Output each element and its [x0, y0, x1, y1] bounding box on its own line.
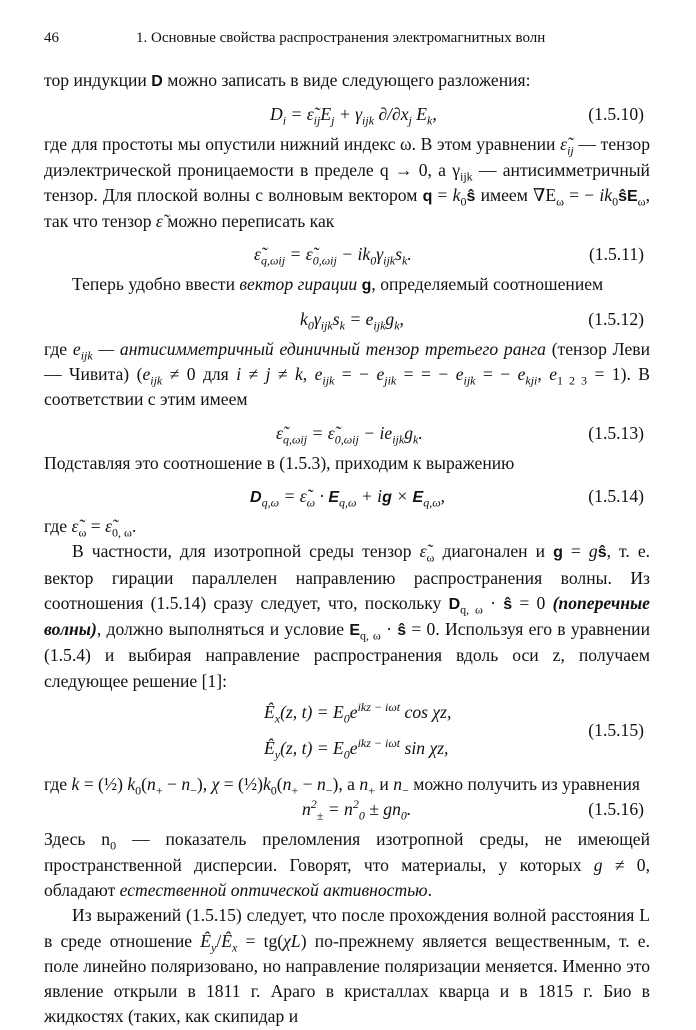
equation-1-5-12 — [44, 299, 650, 337]
equation-1-5-11 — [44, 234, 650, 272]
paragraph: где $\varepsiloñ_\omega$ = $\varepsiloñ_{0, \omega}$. — [44, 515, 137, 540]
formula: $\varepsiloñ_{q,\omega ij}$ = $\varepsiloñ_{0,\omega ij} - ik_0\gamma_{ijk}s_k$. — [254, 244, 412, 268]
paragraph: где k = (½) $k_0(n_+ - n_-)$, $\chi = (\frac{1}{2})k_0(n_+ - n_-)$, а $n_+$ и $n_-$ можно получить из уравнения — [44, 774, 640, 798]
paragraph: тор индукции D можно записать в виде следующего разложения: — [44, 70, 531, 90]
paragraph: В частности, для изотропной среды тензор $\varepsiloñ_\omega$ диагонален и g = gŝ, т. е. вектор гирации параллелен направлению распространения волны. Из соотношения (1.5.14) сразу следует, что, поскольку $D_{q, \omega}$ · ŝ = 0 (поперечные волны), должно выполняться и условие $E_{q, \omega}$ · ŝ = 0. Используя его в уравнении (1.5.4) и выбирая направление распространения вдоль оси z, получаем следующее решение [1]: — [44, 541, 651, 691]
equation-number: (1.5.10) — [588, 104, 644, 125]
equation-number: (1.5.11) — [588, 244, 644, 265]
running-title: 1. Основные свойства распространения электромагнитных волн — [136, 30, 546, 46]
equation-1-5-15 — [44, 694, 650, 772]
formula: $\varepsiloñ_{q,\omega ij}$ = $\varepsiloñ_{0,\omega ij} - ie_{ijk}g_k$. — [276, 422, 423, 447]
equation-number: (1.5.16) — [588, 799, 644, 820]
equation-number: (1.5.15) — [588, 720, 644, 741]
running-header — [44, 30, 650, 52]
paragraph: где $e_{ijk}$ — антисимметричный единичный тензор третьего ранга (тензор Леви — Чивита) ($e_{ijk} \ne 0$ для i ≠ j ≠ k, $e_{ijk}$ = − $e_{jik}$ = = − $e_{ijk}$ = − $e_{kji}$, $e_{1 2 3} = 1$). В соответствии с этим имеем — [44, 338, 651, 410]
formula: $n^2_\pm = n^2_0 \pm gn_0$. — [302, 797, 412, 823]
formula: $k_0\gamma_{ijk}s_k = e_{ijk}g_k$, — [300, 308, 404, 333]
equation-number: (1.5.14) — [588, 485, 644, 506]
paragraph: Теперь удобно ввести вектор гирации g, определяемый соотношением — [72, 274, 604, 295]
equation-number: (1.5.12) — [588, 308, 644, 329]
formula: $Ê_y(z$, $t) = E_0e^{ikz - i\omega t}$ sin χz, — [264, 736, 449, 762]
formula: $D_{q,\omega}$ = $\varepsiloñ_\omega \cdot E_{q,\omega}$ + ig × $E_{q,\omega}$, — [250, 485, 446, 510]
page-number: 46 — [44, 30, 59, 46]
equation-number: (1.5.13) — [588, 422, 644, 443]
equation-1-5-10 — [44, 94, 650, 132]
paragraph: Подставляя это соотношение в (1.5.3), приходим к выражению — [44, 452, 515, 473]
page-body — [44, 68, 650, 1030]
formula: $Ê_x(z$, $t) = E_0e^{ikz - i\omega t}$ cos χz, — [264, 700, 452, 726]
paragraph: Из выражений (1.5.15) следует, что после прохождения волной расстояния L в среде отношение $Ê_y/Ê_x = tg(\chi L)$ по-прежнему является вещественным, т. е. поле линейно поляризовано, но направление поляризации меняется. Именно это явление открыли в 1811 г. Араго в кристаллах кварца и в 1815 г. Био в жидкостях (таких, как скипидар и — [44, 905, 650, 1027]
paragraph: Здесь $n_0$ — показатель преломления изотропной среды, не имеющей пространственной дисперсии. Говорят, что материалы, у которых g ≠ 0, обладают естественной оптической активностью. — [44, 829, 651, 900]
equation-1-5-14 — [44, 476, 650, 514]
formula: $D_i$ = $\varepsiloñ_{ij}E_j + \gamma_{ijk}$ $\partial/\partial x_j$ $E_k$, — [270, 104, 437, 128]
equation-1-5-13 — [44, 413, 650, 451]
paragraph: где для простоты мы опустили нижний индекс ω. В этом уравнении $\varepsiloñ_{ij}$ — тензор диэлектрической проницаемости в пределе q → 0, а $\gamma_{ijk}$ — антисимметричный тензор. Для плоской волны с волновым вектором $q = k_0ŝ$ имеем $\nabla E_\omega$ = − $ik_0ŝE_\omega$, так что тензор ε̃ можно переписать как — [44, 134, 650, 232]
equation-1-5-16 — [44, 797, 650, 827]
